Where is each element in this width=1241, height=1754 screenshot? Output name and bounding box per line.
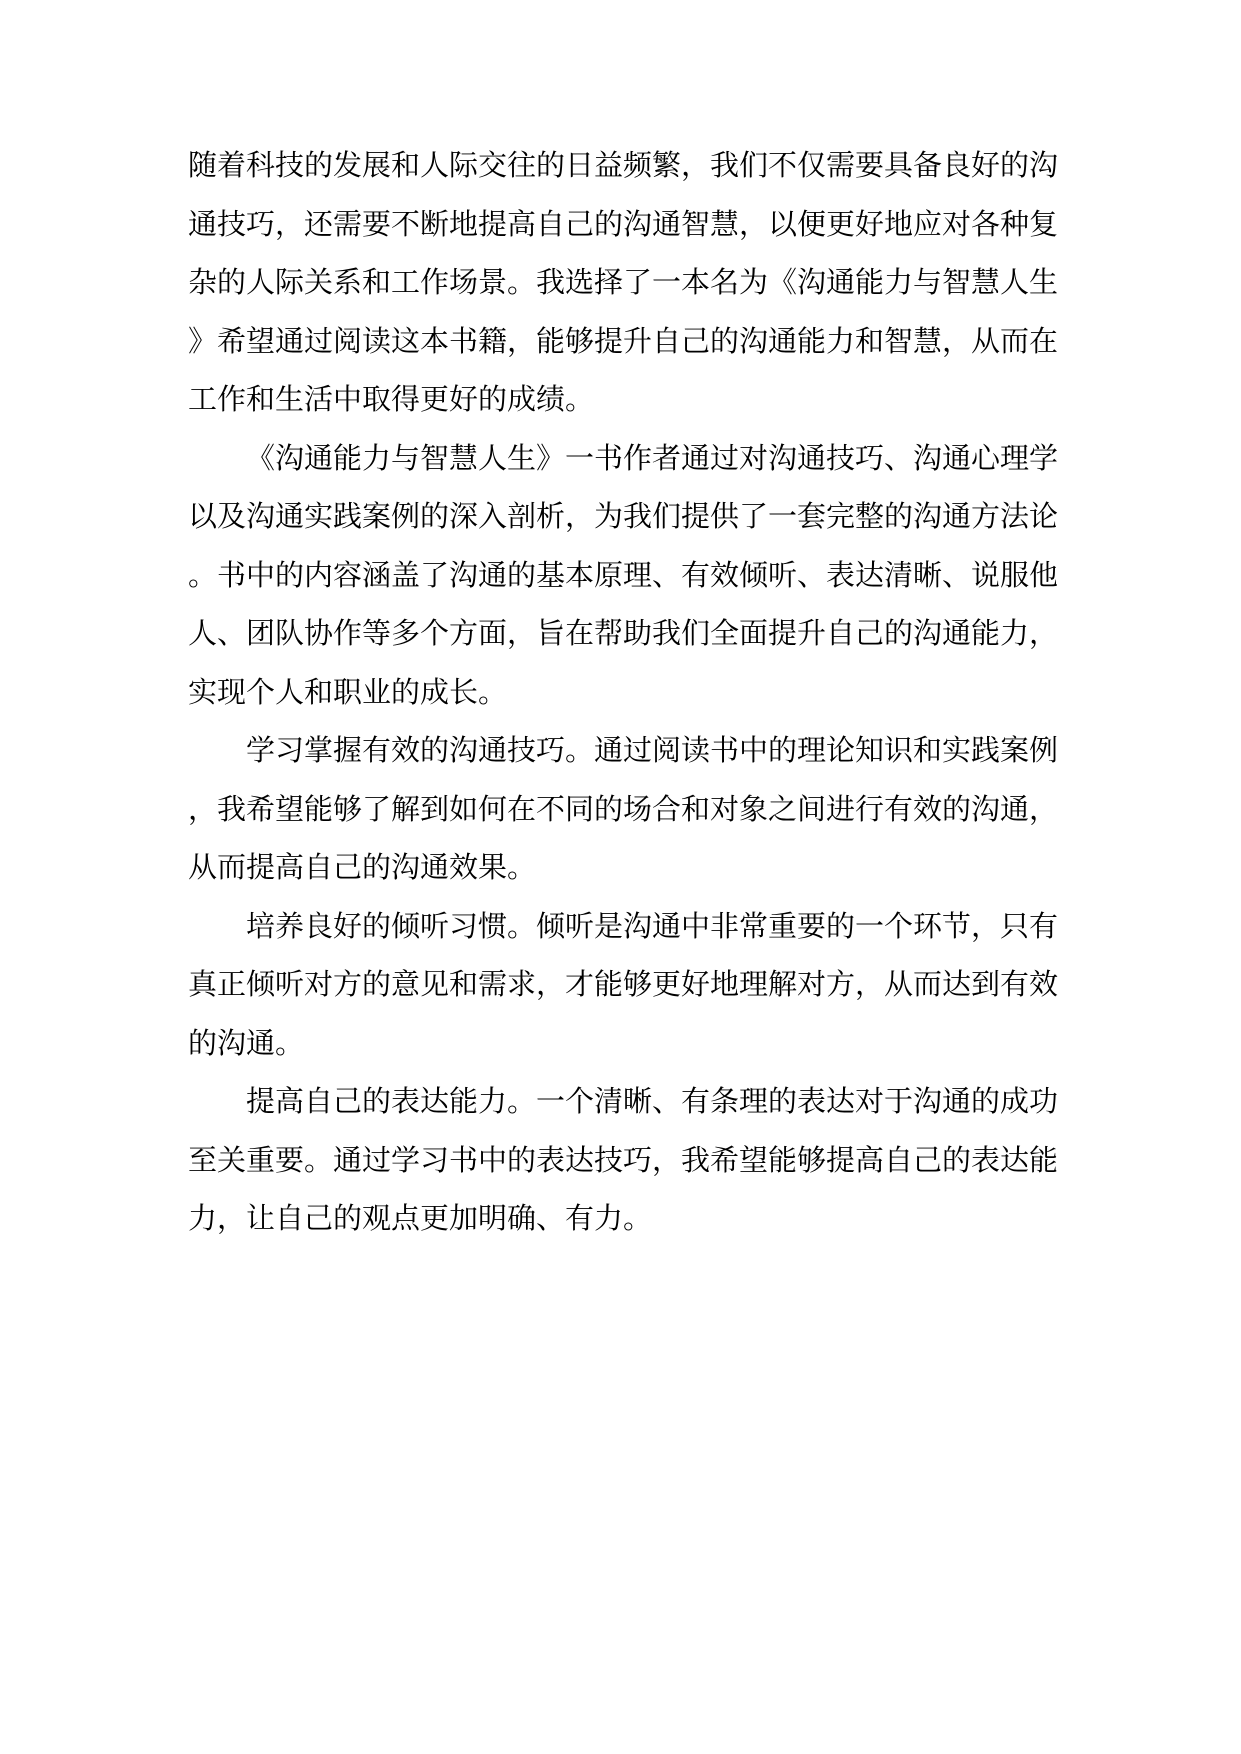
- paragraph-goal-communication-skills: 学习掌握有效的沟通技巧。通过阅读书中的理论知识和实践案例，我希望能够了解到如何在不同的场合和对象之间进行有效的沟通，从而提高自己的沟通效果。: [188, 733, 1059, 884]
- paragraph-goal-listening: 培养良好的倾听习惯。倾听是沟通中非常重要的一个环节，只有真正倾听对方的意见和需求，才能够更好地理解对方，从而达到有效的沟通。: [188, 908, 1059, 1060]
- document-body: [188, 136, 1058, 1248]
- paragraph-book-summary: 《沟通能力与智慧人生》一书作者通过对沟通技巧、沟通心理学以及沟通实践案例的深入剖析，为我们提供了一套完整的沟通方法论。书中的内容涵盖了沟通的基本原理、有效倾听、表达清晰、说服他人、团队协作等多个方面，旨在帮助我们全面提升自己的沟通能力，实现个人和职业的成长。: [188, 440, 1059, 709]
- paragraph-intro: 随着科技的发展和人际交往的日益频繁，我们不仅需要具备良好的沟通技巧，还需要不断地提高自己的沟通智慧，以便更好地应对各种复杂的人际关系和工作场景。我选择了一本名为《沟通能力与智慧人生》希望通过阅读这本书籍，能够提升自己的沟通能力和智慧，从而在工作和生活中取得更好的成绩。: [188, 148, 1059, 416]
- paragraph-goal-expression: 提高自己的表达能力。一个清晰、有条理的表达对于沟通的成功至关重要。通过学习书中的表达技巧，我希望能够提高自己的表达能力，让自己的观点更加明确、有力。: [188, 1084, 1059, 1235]
